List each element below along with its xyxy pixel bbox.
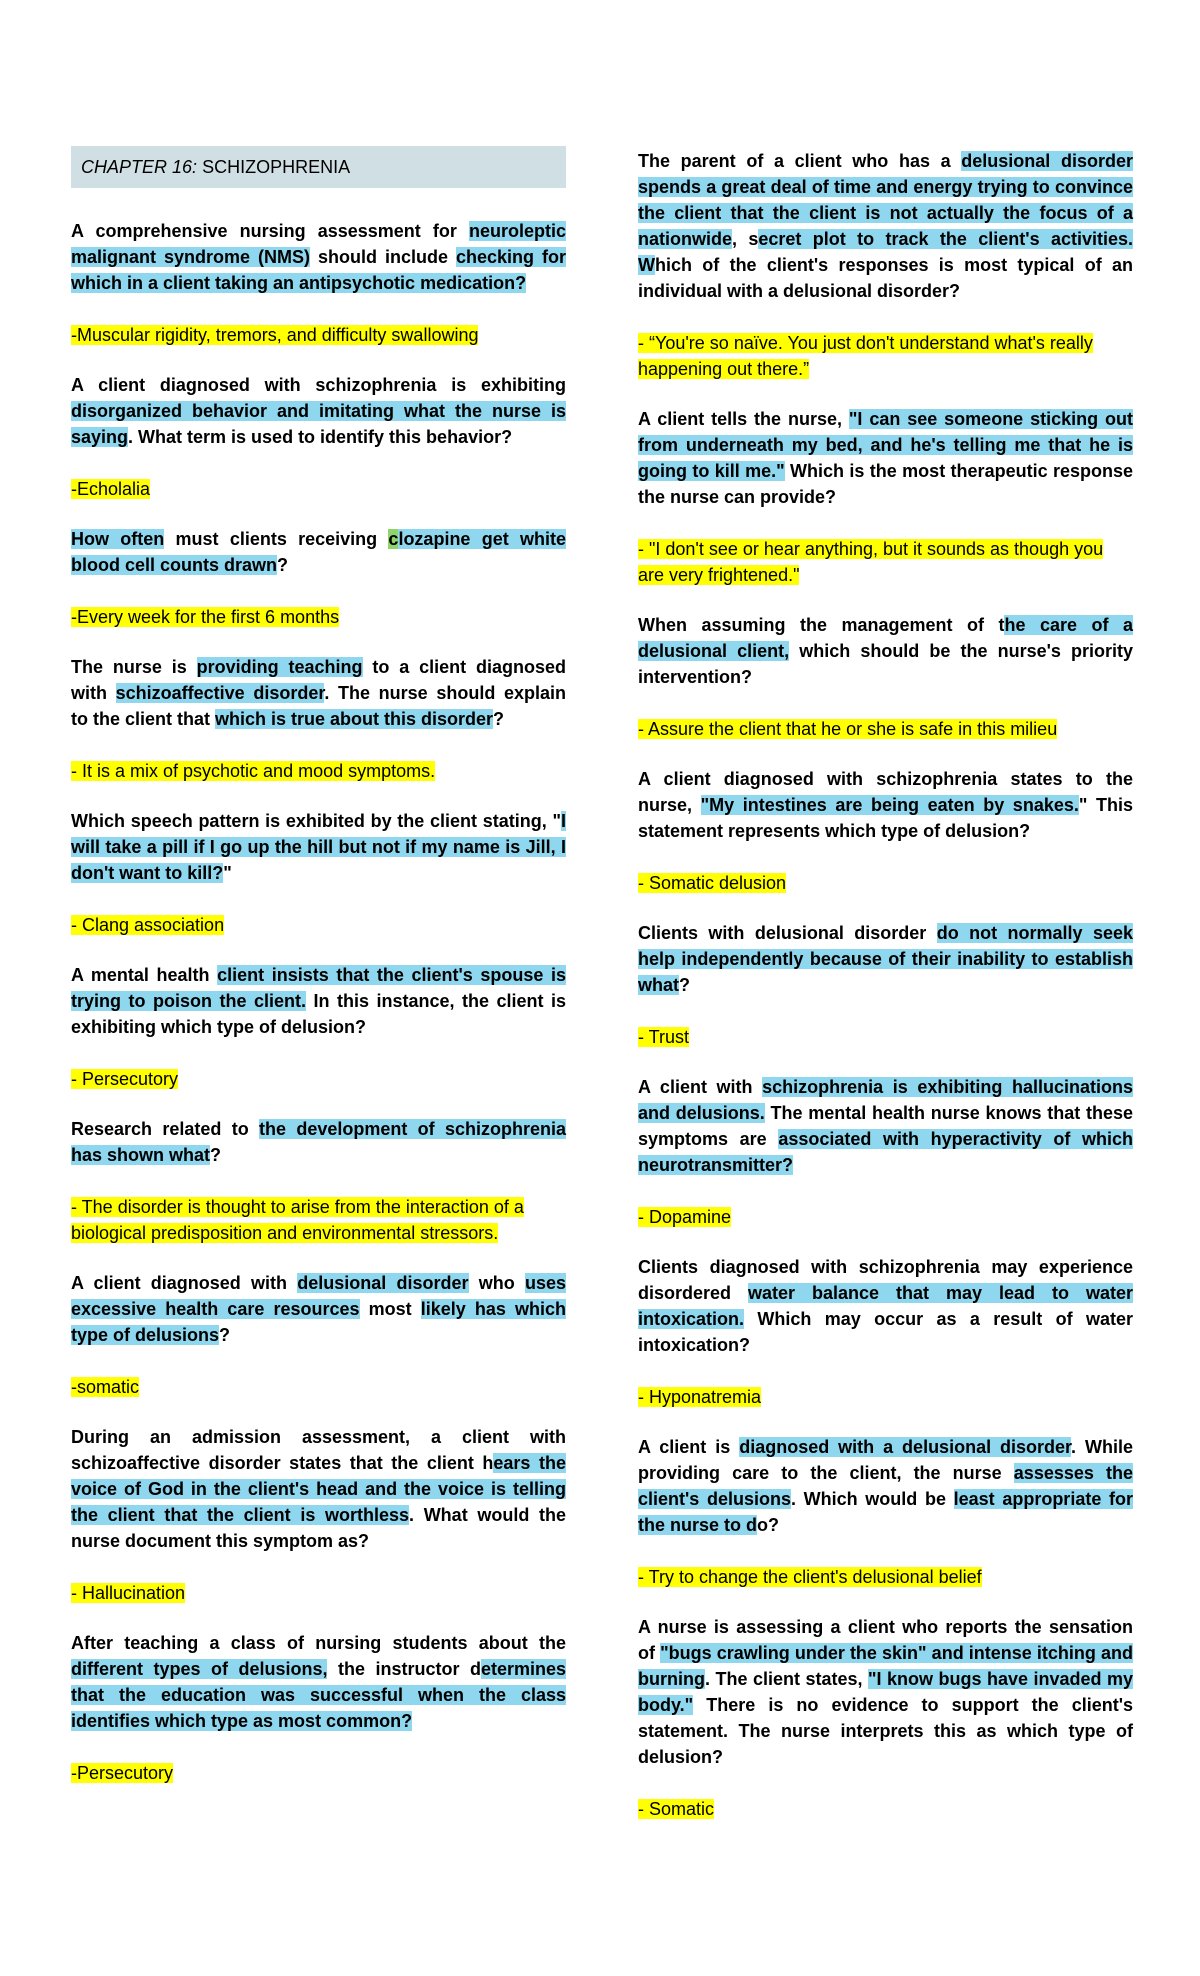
question-text: . Which would be	[790, 1489, 954, 1509]
question-text: A client is	[638, 1437, 740, 1457]
answer-left-3	[71, 604, 566, 630]
answer-left-7	[71, 1194, 566, 1246]
question-text: o?	[757, 1515, 780, 1535]
answer-text: - Trust	[638, 1027, 690, 1047]
answer-text: - Assure the client that he or she is safe in this milieu	[638, 719, 1058, 739]
question-text: . The nurse should explain to the client that	[71, 683, 566, 729]
answer-text: - Clang association	[71, 915, 225, 935]
highlighted-text: least appropriate for the nurse to d	[638, 1489, 1133, 1535]
highlighted-text: assesses the client's delusions	[638, 1463, 1133, 1509]
question-text: . While providing care to the client, the nurse	[638, 1437, 1133, 1483]
question-text: A client diagnosed with schizophrenia states to the nurse,	[638, 769, 1133, 815]
highlighted-text: likely has which type of delusions	[71, 1299, 567, 1345]
answer-left-2	[71, 476, 566, 502]
question-right-1	[638, 148, 1133, 304]
highlighted-text: etermines that the education was successful when the class identifies which type as most common?	[71, 1659, 566, 1731]
answer-text: - Hallucination	[71, 1583, 186, 1603]
question-left-9	[71, 1424, 566, 1554]
left-column	[71, 146, 566, 1810]
question-text: ?	[210, 1145, 222, 1165]
answer-text: - Somatic	[638, 1799, 715, 1819]
question-left-4	[71, 654, 566, 732]
question-text: Clients diagnosed with schizophrenia may experience disordered	[638, 1257, 1133, 1303]
question-text: who	[468, 1273, 525, 1293]
answer-text: - Persecutory	[71, 1069, 179, 1089]
highlighted-text: checking for which in a client taking an antipsychotic medication?	[71, 247, 566, 293]
answer-right-3	[638, 716, 1133, 742]
answer-left-9	[71, 1580, 566, 1606]
question-text: During an admission assessment, a client with schizoaffective disorder states that the client h	[71, 1427, 566, 1473]
question-text: . The client states,	[704, 1669, 868, 1689]
highlighted-text: c	[388, 529, 399, 549]
question-right-8	[638, 1434, 1133, 1538]
highlighted-text: "I know bugs have invaded my body."	[638, 1669, 1133, 1715]
highlighted-text: water balance that may lead to water intoxication.	[638, 1283, 1133, 1329]
answer-right-7	[638, 1384, 1133, 1410]
question-left-10	[71, 1630, 566, 1734]
answer-text: - The disorder is thought to arise from the interaction of a biological predisposition and environmental stressors.	[71, 1197, 524, 1243]
highlighted-text: "bugs crawling under the skin" and intense itching and burning	[638, 1643, 1133, 1689]
question-text: After teaching a class of nursing students about the	[71, 1633, 566, 1653]
answer-left-6	[71, 1066, 566, 1092]
question-right-9	[638, 1614, 1133, 1770]
highlighted-text: which is true about this disorder	[215, 709, 494, 729]
question-text: must clients receiving	[164, 529, 389, 549]
question-text: A client diagnosed with	[71, 1273, 298, 1293]
question-right-3	[638, 612, 1133, 690]
answer-text: -Every week for the first 6 months	[71, 607, 340, 627]
highlighted-text: diagnosed with a delusional disorder	[739, 1437, 1072, 1457]
question-text: A mental health	[71, 965, 218, 985]
question-text: The mental health nurse knows that these symptoms are	[638, 1103, 1133, 1149]
highlighted-text: "I can see someone sticking out from underneath my bed, and he's telling me that he is going to kill me."	[638, 409, 1133, 481]
question-right-7	[638, 1254, 1133, 1358]
answer-left-1	[71, 322, 566, 348]
question-text: "	[223, 863, 232, 883]
question-text: Which speech pattern is exhibited by the client stating, "	[71, 811, 561, 831]
answer-right-2	[638, 536, 1133, 588]
highlighted-text: I will take a pill if I go up the hill but not if my name is Jill, I don't want to kill?	[71, 811, 566, 883]
answer-right-8	[638, 1564, 1133, 1590]
highlighted-text: associated with hyperactivity of which neurotransmitter?	[638, 1129, 1133, 1175]
answer-left-8	[71, 1374, 566, 1400]
right-column	[638, 148, 1133, 1846]
question-text: Clients with delusional disorder	[638, 923, 937, 943]
highlighted-text: disorganized behavior and imitating what the nurse is saying	[71, 401, 566, 447]
answer-right-5	[638, 1024, 1133, 1050]
highlighted-text: neuroleptic malignant syndrome (NMS)	[71, 221, 566, 267]
question-text: to a client diagnosed with	[71, 657, 566, 703]
question-left-7	[71, 1116, 566, 1168]
answer-text: - Try to change the client's delusional belief	[638, 1567, 982, 1587]
answer-text: - Hyponatremia	[638, 1387, 762, 1407]
answer-text: - “You're so naïve. You just don't understand what's really happening out there.”	[638, 333, 1093, 379]
highlighted-text: client insists that the client's spouse is trying to poison the client.	[71, 965, 567, 1011]
highlighted-text: different types of delusions,	[71, 1659, 328, 1679]
question-text: hich of the client's responses is most typical of an individual with a delusional disorder?	[638, 255, 1133, 301]
highlighted-text: schizophrenia is exhibiting hallucinations and delusions.	[638, 1077, 1133, 1123]
answer-left-4	[71, 758, 566, 784]
question-left-6	[71, 962, 566, 1040]
answer-right-1	[638, 330, 1133, 382]
answer-text: -somatic	[71, 1377, 140, 1397]
highlighted-text: delusional disorder spends a great deal of time and energy trying to convince the client that the client is not actually the focus of a nationwide	[638, 151, 1133, 249]
highlighted-text: "My intestines are being eaten by snakes.	[700, 795, 1079, 815]
question-text: Which may occur as a result of water intoxication?	[638, 1309, 1133, 1355]
question-right-2	[638, 406, 1133, 510]
question-text: ?	[679, 975, 691, 995]
question-left-3	[71, 526, 566, 578]
highlighted-text: uses excessive health care resources	[71, 1273, 566, 1319]
answer-text: - "I don't see or hear anything, but it sounds as though you are very frightened."	[638, 539, 1104, 585]
chapter-label: CHAPTER 16:	[81, 157, 198, 177]
chapter-header	[71, 146, 566, 188]
question-text: The parent of a client who has a	[638, 151, 962, 171]
question-text: There is no evidence to support the client's statement. The nurse interprets this as which type of delusion?	[638, 1695, 1133, 1767]
highlighted-text: delusional disorder	[297, 1273, 469, 1293]
question-left-1	[71, 218, 566, 296]
highlighted-text: schizoaffective disorder	[115, 683, 325, 703]
question-text: Which is the most therapeutic response the nurse can provide?	[638, 461, 1133, 507]
answer-left-5	[71, 912, 566, 938]
question-text: which should be the nurse's priority intervention?	[638, 641, 1133, 687]
question-text: A client with	[638, 1077, 763, 1097]
question-text: . What term is used to identify this behavior?	[128, 427, 513, 447]
question-text: , s	[732, 229, 759, 249]
question-text: When assuming the management of t	[638, 615, 1005, 635]
question-right-4	[638, 766, 1133, 844]
highlighted-text: ecret plot to track the client's activities. W	[638, 229, 1133, 275]
answer-text: - Dopamine	[638, 1207, 732, 1227]
answer-right-9	[638, 1796, 1133, 1822]
highlighted-text: the development of schizophrenia has shown what	[71, 1119, 566, 1165]
answer-text: -Persecutory	[71, 1763, 174, 1783]
question-text: ?	[219, 1325, 231, 1345]
question-text: In this instance, the client is exhibiting which type of delusion?	[71, 991, 567, 1037]
answer-text: -Muscular rigidity, tremors, and difficulty swallowing	[71, 325, 479, 345]
question-text: . What would the nurse document this symptom as?	[71, 1505, 566, 1551]
question-text: Research related to	[71, 1119, 260, 1139]
question-right-6	[638, 1074, 1133, 1178]
answer-right-4	[638, 870, 1133, 896]
highlighted-text: How often	[71, 529, 165, 549]
highlighted-text: ears the voice of God in the client's head and the voice is telling the client that the client is worthless	[71, 1453, 566, 1525]
question-text: should include	[310, 247, 456, 267]
question-text: A client diagnosed with schizophrenia is exhibiting	[71, 375, 566, 395]
highlighted-text: he care of a delusional client,	[638, 615, 1133, 661]
answer-right-6	[638, 1204, 1133, 1230]
answer-text: -Echolalia	[71, 479, 151, 499]
question-left-5	[71, 808, 566, 886]
question-text: the instructor d	[327, 1659, 481, 1679]
question-text: The nurse is	[71, 657, 197, 677]
question-text: A client tells the nurse,	[638, 409, 849, 429]
answer-left-10	[71, 1760, 566, 1786]
question-left-8	[71, 1270, 566, 1348]
answer-text: - Somatic delusion	[638, 873, 787, 893]
highlighted-text: providing teaching	[196, 657, 363, 677]
question-left-2	[71, 372, 566, 450]
question-text: ?	[277, 555, 289, 575]
highlighted-text: do not normally seek help independently because of their inability to establish what	[638, 923, 1133, 995]
question-text: most	[359, 1299, 421, 1319]
question-text: A nurse is assessing a client who reports the sensation of	[638, 1617, 1133, 1663]
question-text: ?	[493, 709, 505, 729]
highlighted-text: lozapine get white blood cell counts drawn	[71, 529, 566, 575]
chapter-title: SCHIZOPHRENIA	[202, 157, 351, 177]
question-right-5	[638, 920, 1133, 998]
answer-text: - It is a mix of psychotic and mood symptoms.	[71, 761, 436, 781]
question-text: A comprehensive nursing assessment for	[71, 221, 469, 241]
question-text: " This statement represents which type of delusion?	[638, 795, 1133, 841]
